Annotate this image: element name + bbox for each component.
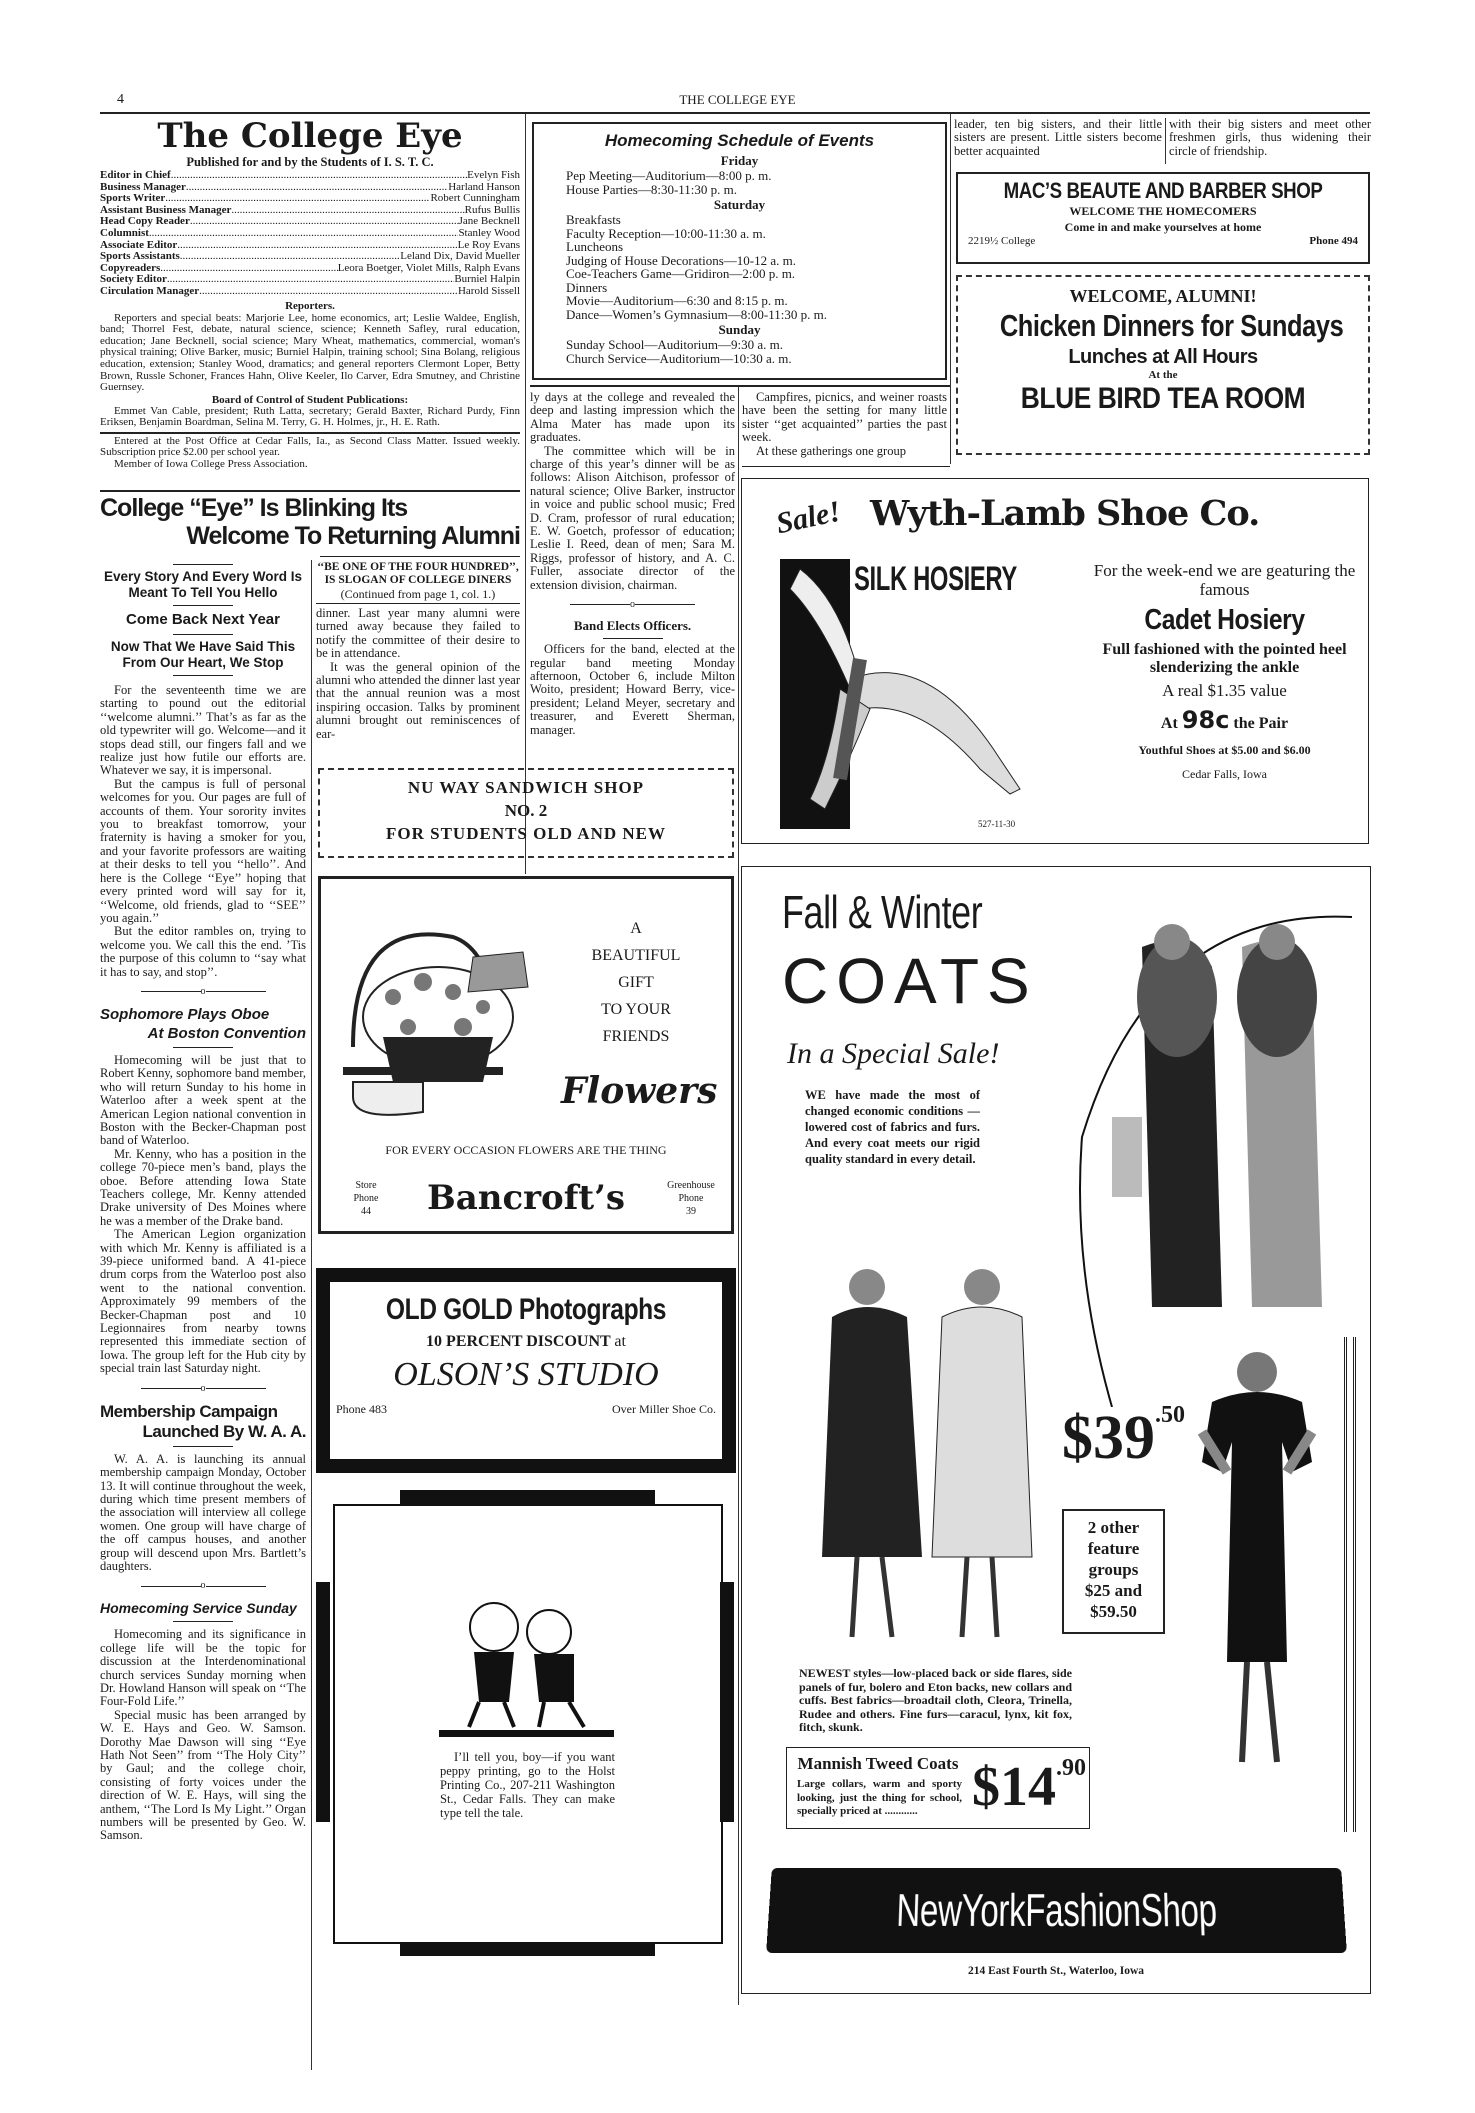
staff-role: Sports Writer xyxy=(100,192,166,205)
staff-name: Leland Dix, David Mueller xyxy=(400,250,520,263)
leader-dots xyxy=(186,182,448,194)
schedule-event: Judging of House Decorations—10-12 a. m. xyxy=(566,252,796,268)
paragraph: It was the general opinion of the alumni who attended the dinner last year that the annual reunion was a most inspiring occasion. Talks by prominent alumni brought out reminiscences of ear- xyxy=(316,659,520,741)
fashion-shop-banner xyxy=(766,1868,1347,1953)
nuway-tagline: FOR STUDENTS OLD AND NEW xyxy=(386,824,666,843)
schedule-event: Faculty Reception—10:00-11:30 a. m. xyxy=(566,225,766,241)
column-rule xyxy=(311,560,312,2070)
staff-list xyxy=(100,170,520,298)
nuway-number: NO. 2 xyxy=(504,801,548,820)
running-head: THE COLLEGE EYE xyxy=(679,92,796,107)
staff-row xyxy=(100,216,520,228)
board-heading: Board of Control of Student Publications: xyxy=(211,393,409,406)
schedule-event: Pep Meeting—Auditorium—8:00 p. m. xyxy=(566,168,772,183)
coats-price-cents: .50 xyxy=(1155,1402,1185,1428)
flower-basket-illustration xyxy=(343,907,533,1127)
column-rule xyxy=(738,385,739,2005)
wyth-value: A real $1.35 value xyxy=(1162,681,1287,700)
deck-3: Now That We Have Said This From Our Heart, We Stop xyxy=(110,639,296,670)
wyth-shoes: Youthful Shoes at $5.00 and $6.00 xyxy=(1138,743,1311,757)
coats-intro: WE have made the most of changed economic conditions — lowered cost of fabrics and furs. And every coat meets our rigid quality standard in every detail. xyxy=(805,1088,980,1166)
bluebird-name: BLUE BIRD TEA ROOM xyxy=(1020,382,1306,415)
board-text: Emmet Van Cable, president; Ruth Latta, secretary; Gerald Baxter, Richard Purdy, Finn Eriksen, Benjamin Boardman, Selina M. Terry, G. H. Holmes, jr., H. E. Rath. xyxy=(100,404,520,429)
staff-row xyxy=(100,170,520,182)
sisters-continued-1 xyxy=(954,118,1162,158)
staff-name: Leora Boetger, Violet Mills, Ralph Evans xyxy=(337,261,520,274)
reporters-text: Reporters and special beats: Marjorie Lee, home economics, art; Leslie Waldee, English, band; Thorrel Fest, debate, natural science, science; Kenneth Safley, rural education, education; Jane Becknell, social science; Mary Wheat, mathematics, commercial, woman's physical training; Olive Barker, music; Burniel Halpin, training school; Sina Bolang, religious education, extension; Stanley Wood, dramatics; and general reporters Clermont Loper, Betty Brown, Russle Schoner, Frances Hahn, Olive Keeler, Ilo Carver, Edra Smutney, and Christine Guernsey. xyxy=(100,311,520,394)
bancroft-name: Bancroft’s xyxy=(426,1178,626,1218)
nuway-name: NU WAY SANDWICH SHOP xyxy=(407,778,645,797)
paragraph: Officers for the band, elected at the regular band meeting Monday afternoon, October 6, include Milton Woito, president; Howard Berry, vice-president; Leland Meyer, secretary and treasurer, and Everett Sherman, manager. xyxy=(530,642,735,737)
column-rule xyxy=(950,114,951,464)
waa-headline-1: Membership Campaign xyxy=(100,1401,278,1421)
paragraph: Campfires, picnics, and weiner roasts have been the setting for many little sister ‘‘get acquainted’’ parties the past week. xyxy=(742,390,947,445)
wyth-price-post: the Pair xyxy=(1233,715,1289,732)
entered-notice: Entered at the Post Office at Cedar Falls, Ia., as Second Class Matter. Issued weekly. Subscription price $2.00 per school year. xyxy=(100,434,520,459)
column-rule xyxy=(525,114,526,874)
tweed-price: $14 xyxy=(972,1756,1056,1818)
nuway-ad xyxy=(318,768,734,858)
schedule-event: Dance—Women’s Gymnasium—8:00-11:30 p. m. xyxy=(566,306,827,322)
olson-location: Over Miller Shoe Co. xyxy=(612,1402,716,1416)
single-model-illustration xyxy=(1182,1342,1332,1792)
wyth-price-pre: At xyxy=(1160,715,1178,732)
paragraph: dinner. Last year many alumni were turned away because they failed to notify the committee of their desire to be in attendance. xyxy=(316,606,520,661)
deck-2: Come Back Next Year xyxy=(126,611,280,628)
ad-line: Store xyxy=(355,1180,377,1191)
paragraph: The American Legion organization with which Mr. Kenny is affiliated is a 39-piece uniformed band. A 41-piece drum corps from the Waterloo post also went to the national convention. Approximately 99 members of the Becker-Chapman post and 10 Legionnaires from nearby towns represented this immediate section of Iowa. The group left for the Hub city by special train last Saturday night. xyxy=(100,1227,306,1376)
bancroft-ad xyxy=(318,876,734,1234)
separator: o xyxy=(100,985,306,999)
paragraph: But the editor rambles on, trying to welcome you. We call this the end. ’Tis the purpose of this column to ‘‘say what it has to say, and stop’’. xyxy=(100,924,306,979)
paragraph: Special music has been arranged by W. E. Hays and Geo. W. Samson. Dorothy Mae Dawson will sing ‘‘Eye Hath Not Seen’’ from ‘‘The Holy City’’ by Gaul; and the college choir, consisting of forty voices under the direction of W. E. Hays, will sing the anthem, ‘‘The Lord Is My Light.’’ Organ numbers will be presented by Geo. W. Samson. xyxy=(100,1707,306,1843)
staff-role: Society Editor xyxy=(100,273,167,286)
leader-dots xyxy=(190,216,459,228)
wyth-lamb-name: Wyth-Lamb Shoe Co. xyxy=(870,493,1260,534)
ad-line: $25 and xyxy=(1084,1581,1143,1600)
paragraph: Homecoming will be just that to Robert Kenny, sophomore band member, who will return Sunday to his home in Waterloo after a week spent at the American Legion national convention in Boston with the Becker-Chapman post band of Waterloo. xyxy=(100,1052,306,1148)
staff-name: Burniel Halpin xyxy=(454,273,520,286)
macs-phone: Phone 494 xyxy=(1309,235,1358,247)
coats-ad xyxy=(741,866,1371,1994)
store-phone xyxy=(341,1179,391,1218)
sisters-continued-2 xyxy=(1169,118,1371,158)
staff-role: Associate Editor xyxy=(100,238,178,251)
paragraph: At these gatherings one group xyxy=(756,443,906,458)
staff-name: Rufus Bullis xyxy=(464,203,520,216)
diners-headline: ‘‘BE ONE OF THE FOUR HUNDRED’’, IS SLOGAN OF COLLEGE DINERS xyxy=(317,561,519,586)
diners-continued: (Continued from page 1, col. 1.) xyxy=(316,587,520,604)
schedule-box xyxy=(532,122,947,380)
paragraph: Mr. Kenny, who has a position in the college 70-piece men’s band, plays the oboe. Before attending Iowa State Teachers college, Mr. Kenny attended Drake university of Des Moines where he was a member of the Drake band. xyxy=(100,1146,306,1228)
bancroft-tagline: FOR EVERY OCCASION FLOWERS ARE THE THING xyxy=(385,1143,667,1157)
leader-dots xyxy=(180,251,400,263)
paragraph: I’ll tell you, boy—if you want peppy printing, go to the Holst Printing Co., 207-211 Washington St., Cedar Falls. They can make type tell the tale. xyxy=(440,1750,615,1820)
waa-body xyxy=(100,1453,306,1574)
staff-name: Evelyn Fish xyxy=(467,169,520,181)
tweed-price-cents: .90 xyxy=(1056,1755,1086,1781)
lead-headline xyxy=(100,494,520,550)
staff-role: Editor in Chief xyxy=(100,169,171,181)
two-models-illustration xyxy=(812,1267,1042,1647)
tweed-desc: Large collars, warm and sporty looking, just the thing for school, specially priced at ............ xyxy=(797,1778,962,1817)
silk-hosiery-label: SILK HOSIERY xyxy=(854,560,1017,598)
oboe-headline-2: At Boston Convention xyxy=(147,1024,306,1042)
reporters-heading: Reporters. xyxy=(285,299,335,312)
ad-line: GIFT xyxy=(618,974,654,991)
greenhouse-phone xyxy=(656,1179,726,1218)
paragraph: with their big sisters and meet other freshmen girls, thus widening their circle of friendship. xyxy=(1169,117,1371,158)
oboe-headline-1: Sophomore Plays Oboe xyxy=(100,1005,270,1023)
staff-role: Copyreaders xyxy=(100,261,161,274)
ad-line: BEAUTIFUL xyxy=(591,947,681,964)
separator: o xyxy=(100,1382,306,1396)
separator: o xyxy=(100,1579,306,1593)
ad-line: TO YOUR xyxy=(601,1001,671,1018)
top-rule xyxy=(100,112,1370,114)
holst-text xyxy=(440,1750,615,1820)
bluebird-welcome: WELCOME, ALUMNI! xyxy=(1069,286,1257,306)
sale-script: Sale! xyxy=(773,494,844,541)
ad-line: FRIENDS xyxy=(602,1028,670,1045)
staff-row xyxy=(100,286,520,298)
coats-circle-illustration xyxy=(1052,887,1362,1407)
coats-title-1: Fall & Winter xyxy=(782,886,983,938)
staff-role: Assistant Business Manager xyxy=(100,203,232,216)
leader-dots xyxy=(199,286,458,298)
schedule-day: Saturday xyxy=(713,197,766,212)
tweed-title: Mannish Tweed Coats xyxy=(797,1754,959,1773)
bluebird-at: At the xyxy=(1148,369,1178,381)
staff-role: Head Copy Reader xyxy=(100,215,190,228)
olson-phone: Phone 483 xyxy=(336,1402,387,1416)
service-body xyxy=(100,1628,306,1843)
macs-address: 2219½ College xyxy=(968,235,1036,247)
service-headline: Homecoming Service Sunday xyxy=(100,1600,297,1617)
other-groups-box xyxy=(1062,1509,1165,1634)
flowers-script: Flowers xyxy=(561,1070,718,1112)
ad-line: 2 other xyxy=(1087,1518,1140,1537)
wyth-price: 98c xyxy=(1181,706,1230,734)
wyth-intro: For the week-end we are geaturing the famous xyxy=(1093,561,1356,599)
fashion-shop-name: NewYorkFashionShop xyxy=(895,1884,1218,1936)
schedule-event: Sunday School—Auditorium—9:30 a. m. xyxy=(566,337,784,352)
ad-line: Greenhouse xyxy=(667,1180,715,1191)
schedule-event: Luncheons xyxy=(566,239,624,254)
holst-ad xyxy=(315,1482,735,1962)
olson-discount: 10 PERCENT DISCOUNT xyxy=(426,1333,611,1350)
leader-dots xyxy=(171,170,467,182)
wyth-code: 527-11-30 xyxy=(978,819,1016,829)
leader-dots xyxy=(160,263,337,275)
schedule-event: Breakfasts xyxy=(566,212,621,227)
paragraph: Homecoming and its significance in college life will be the topic for discussion at the Interdenominational church services Sunday morning when Dr. Howland Hanson will speak on ‘‘The Four-Fold Life.’’ xyxy=(100,1627,306,1709)
staff-role: Circulation Manager xyxy=(100,284,200,297)
ad-line: A xyxy=(630,920,642,937)
schedule-title: Homecoming Schedule of Events xyxy=(604,131,875,150)
schedule-day: Friday xyxy=(720,153,759,168)
wyth-lamb-ad xyxy=(741,478,1369,844)
staff-name: Robert Cunningham xyxy=(430,192,520,205)
tweed-box xyxy=(786,1747,1090,1829)
olson-at: at xyxy=(614,1333,626,1350)
wyth-location: Cedar Falls, Iowa xyxy=(1182,767,1267,781)
masthead-subtitle: Published for and by the Students of I. S. T. C. xyxy=(186,155,434,169)
ad-line: $59.50 xyxy=(1090,1602,1137,1621)
ad-line: Phone xyxy=(353,1193,379,1204)
sisters-rule xyxy=(742,466,950,467)
sisters-story xyxy=(742,391,947,458)
wyth-product: Cadet Hosiery xyxy=(1144,604,1305,636)
band-headline: Band Elects Officers. xyxy=(573,618,692,634)
waa-headline-2: Launched By W. A. A. xyxy=(142,1421,306,1441)
cartoon-illustration xyxy=(439,1592,614,1737)
ad-line: feature xyxy=(1087,1539,1140,1558)
paragraph: leader, ten big sisters, and their little sisters are present. Little sisters become better acquainted xyxy=(954,117,1162,158)
bluebird-lunches: Lunches at All Hours xyxy=(1068,346,1258,368)
macs-name: MAC’S BEAUTE AND BARBER SHOP xyxy=(1003,178,1323,203)
fashion-shop-address: 214 East Fourth St., Waterloo, Iowa xyxy=(967,1965,1145,1977)
staff-role: Sports Assistants xyxy=(100,250,180,263)
ad-line: Phone xyxy=(678,1193,704,1204)
wyth-desc: Full fashioned with the pointed heel slenderizing the ankle xyxy=(1102,641,1347,676)
paragraph: ly days at the college and revealed the deep and lasting impression which the Alma Mater has made upon its graduates. xyxy=(530,390,735,445)
diners-story xyxy=(316,561,520,741)
ad-line: 44 xyxy=(361,1206,371,1217)
leader-dots xyxy=(167,274,454,286)
member-notice: Member of Iowa College Press Association. xyxy=(114,458,308,471)
schedule-rule xyxy=(530,385,950,387)
deck-1: Every Story And Every Word Is Meant To Tell You Hello xyxy=(103,569,303,600)
oboe-body xyxy=(100,1054,306,1376)
staff-name: Harland Hanson xyxy=(448,180,520,193)
staff-name: Le Roy Evans xyxy=(457,238,520,251)
bluebird-chicken: Chicken Dinners for Sundays xyxy=(999,308,1344,343)
masthead-rule xyxy=(100,490,520,492)
paragraph: But the campus is full of personal welcomes for you. Our pages are full of accounts of them. Your sorority invites you to breakfast tomorrow, your fraternity is having a smoker for you, and your favorite professors are waiting at their desks to tell you ‘‘hello’’. And here is the College ‘‘Eye’’ hoping that every printed word will say for it, ‘‘Welcome, old friends, glad to ‘‘SEE’’ you again.’’ xyxy=(100,776,306,925)
schedule-day: Sunday xyxy=(718,322,761,337)
olson-name: OLSON’S STUDIO xyxy=(393,1356,659,1393)
lead-headline-line-1: College “Eye” Is Blinking Its xyxy=(100,494,408,522)
olson-ad xyxy=(316,1268,736,1473)
ad-line: 39 xyxy=(686,1206,696,1217)
schedule-event: House Parties—8:30-11:30 p. m. xyxy=(566,181,738,197)
lead-story xyxy=(100,560,306,1843)
schedule-event: Coe-Teachers Game—Gridiron—2:00 p. m. xyxy=(566,266,796,281)
coats-title-2: COATS xyxy=(782,945,1038,1017)
olson-headline: OLD GOLD Photographs xyxy=(385,1293,667,1326)
bluebird-ad xyxy=(956,275,1370,455)
lead-headline-line-2: Welcome To Returning Alumni xyxy=(186,522,520,550)
coats-subtitle: In a Special Sale! xyxy=(787,1037,1000,1070)
schedule-event: Movie—Auditorium—6:30 and 8:15 p. m. xyxy=(566,293,788,308)
macs-welcome: WELCOME THE HOMECOMERS xyxy=(1069,204,1257,218)
paragraph: The committee which will be in charge of this year’s dinner will be as follows: Alison Aitchison, professor of natural science; Olive Barker, instructor in voice and public school music; Fred D. Cram, professor of rural education; E. W. Goetch, professor of education; Leslie I. Reed, dean of men; Sara M. Riggs, professor of history, and A. C. Fuller, associate director of the extension division, chairman. xyxy=(530,443,735,592)
decorative-bars xyxy=(1344,1337,1356,1832)
schedule-event: Church Service—Auditorium—10:30 a. m. xyxy=(566,350,792,366)
hosiery-illustration xyxy=(780,559,1030,829)
lead-body xyxy=(100,684,306,979)
diners-story-continued xyxy=(530,391,735,737)
staff-name: Harold Sissell xyxy=(457,284,520,297)
page-number: 4 xyxy=(117,92,124,107)
staff-role: Business Manager xyxy=(100,180,186,193)
macs-invite: Come in and make yourselves at home xyxy=(1064,220,1262,234)
staff-name: Stanley Wood xyxy=(458,226,520,239)
gift-text xyxy=(551,915,721,1050)
leader-dots xyxy=(231,205,464,217)
paragraph: For the seventeenth time we are starting to pound out the editorial ‘‘welcome alumni.’’ That’s as far as the old typewriter will go. Welcome—and it stops dead still, our fingers fall and we realize just how futile our efforts are. Whatever we say, it is impersonal. xyxy=(100,683,306,778)
separator: o xyxy=(530,598,735,612)
staff-row xyxy=(100,228,520,240)
macs-ad xyxy=(956,172,1370,264)
column-rule xyxy=(1165,118,1166,164)
leader-dots xyxy=(149,228,459,240)
headline-rule xyxy=(320,556,520,557)
schedule-event: Dinners xyxy=(566,279,608,295)
ad-line: groups xyxy=(1088,1560,1139,1579)
coats-newest: NEWEST styles—low-placed back or side flares, side panels of fur, bolero and Eton backs, new collars and cuffs. Best fabrics—broadtail cloth, Cleora, Trinella, Rudee and others. Fine furs—caracul, lynx, kit fox, fitch, skunk. xyxy=(799,1666,1072,1734)
paragraph: W. A. A. is launching its annual membership campaign Monday, October 13. It will continue throughout the week, during which time present members of the association will interview all college women. One group will have charge of the off campus houses, and another group will descend upon Mrs. Bartlett’s daughters. xyxy=(100,1451,306,1573)
staff-role: Columnist xyxy=(100,226,149,239)
staff-row xyxy=(100,251,520,263)
coats-price: $39 xyxy=(1062,1404,1155,1472)
staff-name: Jane Becknell xyxy=(458,215,520,228)
masthead-title: The College Eye xyxy=(157,116,463,156)
masthead xyxy=(100,117,520,471)
